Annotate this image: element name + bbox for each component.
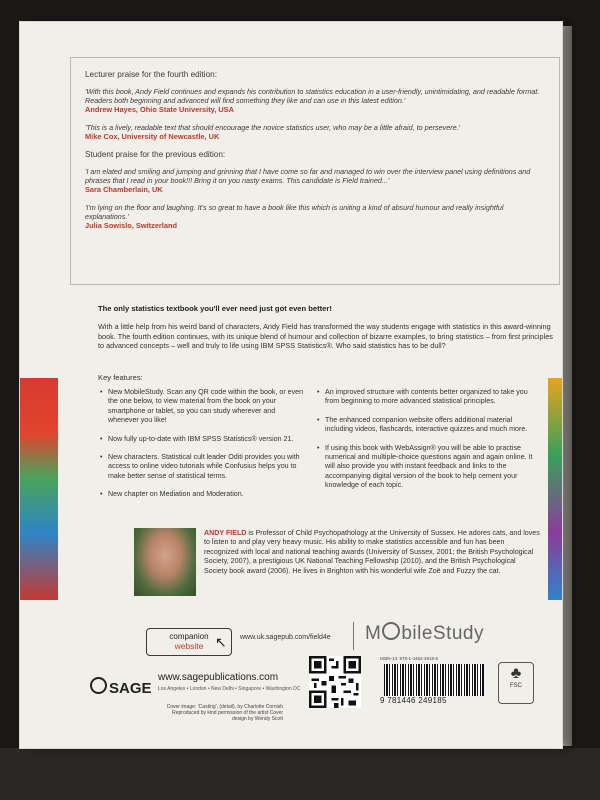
companion-url: www.uk.sagepub.com/field4e [240,634,331,641]
book-back-cover [20,22,562,748]
feature-item: • Now fully up-to-date with IBM SPSS Statistics® version 21. [100,435,305,444]
author-name: ANDY FIELD [204,529,247,537]
mobilestudy-logo [365,622,484,645]
cover-credit: Cover image: 'Casting', (detail), by Charlotte Cornish Reproduced by kind permission of the artist Cover design by Wendy Scott [166,704,283,722]
tagline: The only statistics textbook you'll ever need just got even better! [98,304,332,313]
lecturer-praise-heading: Lecturer praise for the fourth edition: [85,70,217,79]
blurb-paragraph: With a little help from his weird band of characters, Andy Field has transformed the way students engage with statistics in this award-winning book. The fourth edition continues, with its unique blend of humour and collection of bizarre examples, to bring statistics – from first principles to advanced concepts – well and truly to life using IBM SPSS Statistics®. Who said statistics has to be dull? [98,322,553,351]
website-label: website [174,641,204,651]
praise-author: Andrew Hayes, Ohio State University, USA [85,105,234,114]
book-edge [562,26,572,746]
mobilestudy-prefix: M [365,623,382,644]
mobilestudy-o-icon [382,622,400,640]
publisher-url: www.sagepublications.com [158,672,279,683]
decorative-stripe-left [20,378,58,600]
feature-item: • The enhanced companion website offers additional material including videos, flashcards, interactive quizzes and much more. [317,416,535,435]
praise-author: Sara Chamberlain, UK [85,185,163,194]
tree-icon: ♣ [510,665,522,682]
feature-item: • New chapter on Mediation and Moderation. [100,490,305,499]
table-surface [0,748,600,800]
companion-label: companion [169,632,209,641]
key-features-right [317,388,535,500]
barcode-bars [384,664,484,696]
fsc-label: FSC [510,683,522,689]
barcode [380,656,486,706]
author-photo [134,528,196,596]
praise-author: Mike Cox, University of Newcastle, UK [85,132,220,141]
author-bio [204,529,540,576]
sage-logo [90,677,152,697]
decorative-stripe-right [548,378,562,600]
fsc-logo [498,662,534,704]
author-bio-text: is Professor of Child Psychopathology at the University of Sussex. He adores cats, and loves to listen to and play very heavy music. His ability to make statistics accessible and fun has been recognized with local and national teaching awards (University of Sussex, 2001; the British Psychological Society, 2007), a prestigious UK National Teaching Fellowship (2010), and the British Psychological Society book award (2006). He lives in Brighton with his wonderful wife Zoë and Fuzzy the cat. [204,529,540,575]
key-features-heading: Key features: [98,373,143,382]
mobilestudy-suffix: bileStudy [401,623,484,644]
qr-code-icon [309,656,361,708]
key-features-left [100,388,305,509]
isbn-number: 9 781446 249185 [380,696,447,705]
praise-quote: 'With this book, Andy Field continues and expands his contribution to statistics education in a user-friendly, unintimidating, and readable format. Readers both beginning and advanced will find something they like and can use in this latest edition.' [85,87,540,105]
praise-quote: 'I am elated and smiling and jumping and grinning that I have come so far and managed to win over the interview panel using definitions and phrases that I read in your book!!! Bring it on you nasty exams. This candidate is Field trained...' [85,167,531,185]
sage-name: SAGE [109,680,152,697]
praise-box [70,57,560,285]
publisher-cities: Los Angeles • London • New Delhi • Singapore • Washington DC [158,686,301,692]
isbn-label: ISBN-13: 978-1-4462-4918-5 [380,656,439,661]
feature-item: • If using this book with WebAssign® you will be able to practise numerical and multiple-choice questions again and again online. It will also provide you with instant feedback and links to the accompanying digital version of the book to help cement your knowledge of each topic. [317,444,535,491]
feature-item: • New characters. Statistical cult leader Oditi provides you with access to online video tutorials while Confusius helps you to make better sense of statistical terms. [100,453,305,481]
praise-quote: 'I'm lying on the floor and laughing. It's so great to have a book like this which is uniting a kind of absurd humour and really insightful explanations.' [85,203,504,221]
feature-item: • New MobileStudy. Scan any QR code within the book, or even the one below, to view material from the book on your smartphone or tablet, so you can study wherever and whenever you like! [100,388,305,426]
cursor-icon: ↖ [215,634,227,650]
sage-circle-icon [90,677,107,694]
divider [353,622,354,650]
praise-quote: 'This is a lively, readable text that should encourage the novice statistics user, who may be a little afraid, to persevere.' [85,123,460,132]
student-praise-heading: Student praise for the previous edition: [85,150,226,159]
praise-author: Julia Sowislo, Switzerland [85,221,177,230]
feature-item: • An improved structure with contents better organized to take you from beginning to more advanced statistical principles. [317,388,535,407]
